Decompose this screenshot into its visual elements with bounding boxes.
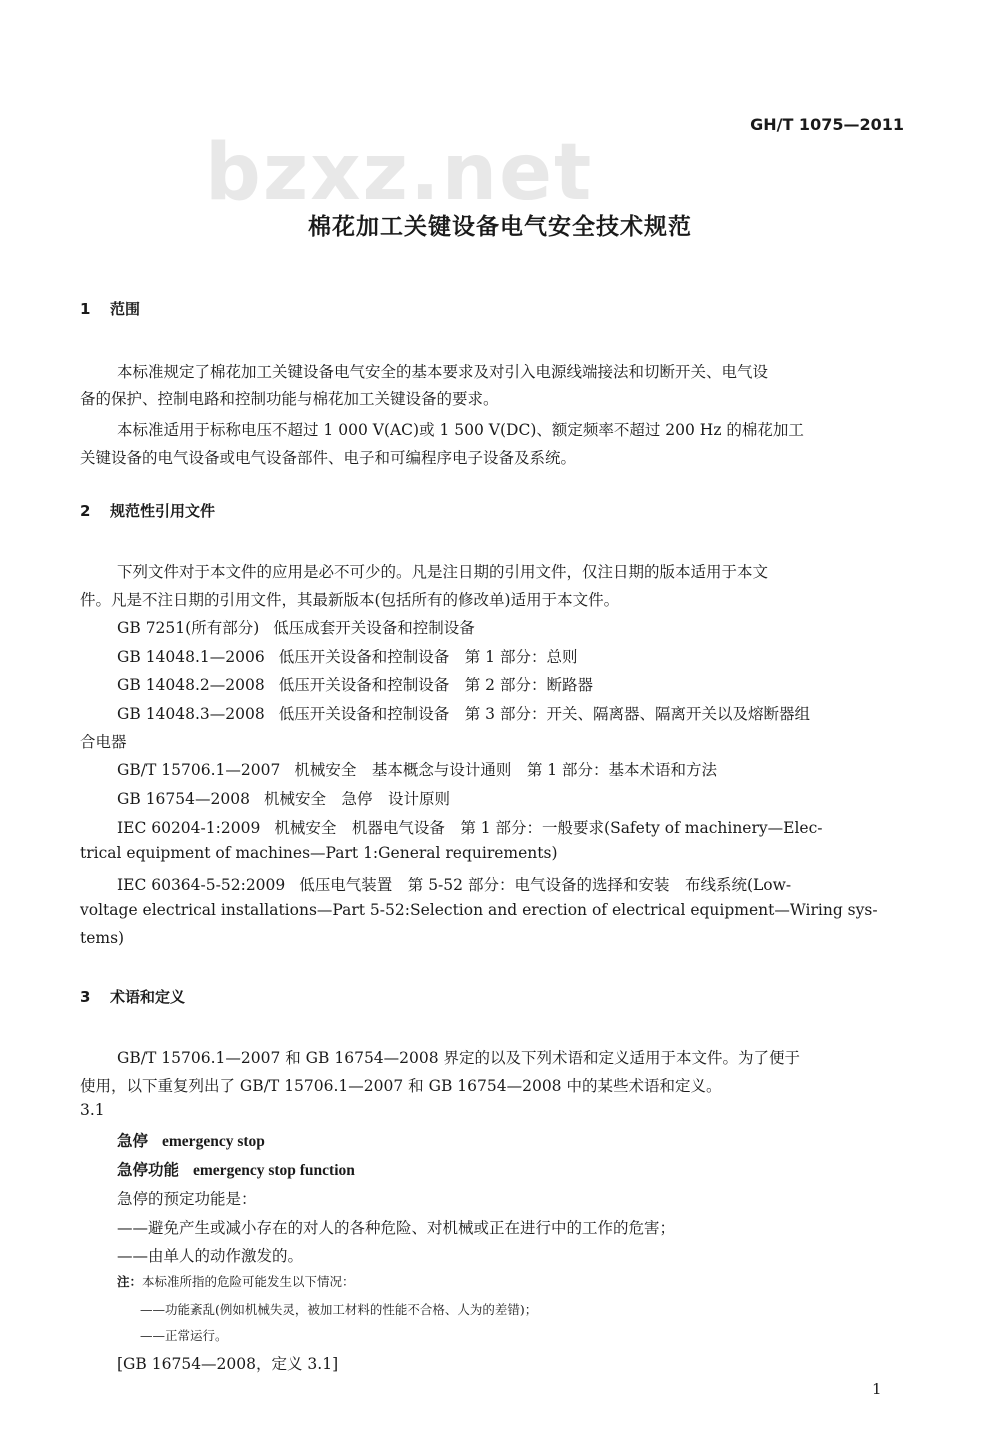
note [117, 1272, 355, 1290]
note-label: 注： [117, 1274, 143, 1289]
section-title: 规范性引用文件 [110, 502, 216, 520]
reference-code: GB 14048.1—2006 [117, 648, 265, 666]
watermark: bzxz.net [205, 128, 594, 218]
term-chinese: 急停 [117, 1131, 149, 1150]
term-english: emergency stop [162, 1133, 265, 1150]
section-3-heading [80, 986, 185, 1007]
reference-code: GB 16754—2008 [117, 790, 250, 808]
reference-title: 低压开关设备和控制设备 第 1 部分：总则 [278, 648, 578, 666]
section-title: 术语和定义 [110, 988, 186, 1006]
definition-item: ——避免产生或减小存在的对人的各种危险、对机械或正在进行中的工作的危害； [117, 1219, 676, 1237]
reference-item [117, 787, 450, 809]
term-chinese: 急停功能 [117, 1160, 180, 1179]
section-number: 1 [80, 300, 91, 318]
reference-title: 机械安全 基本概念与设计通则 第 1 部分：基本术语和方法 [294, 761, 718, 779]
paragraph-line: 本标准适用于标称电压不超过 1 000 V(AC)或 1 500 V(DC)、额定频率不超过 200 Hz 的棉花加工 [117, 421, 804, 439]
definition-item: ——由单人的动作激发的。 [117, 1247, 304, 1265]
reference-item [117, 816, 823, 838]
paragraph-line: 关键设备的电气设备或电气设备部件、电子和可编程序电子设备及系统。 [80, 449, 577, 467]
paragraph-line: 备的保护、控制电路和控制功能与棉花加工关键设备的要求。 [80, 390, 499, 408]
note-text: 本标准所指的危险可能发生以下情况： [142, 1274, 355, 1289]
reference-item [117, 616, 475, 638]
reference-item [117, 645, 577, 667]
definition-source: [GB 16754—2008，定义 3.1] [117, 1355, 339, 1373]
standard-number: GH/T 1075—2011 [750, 115, 904, 134]
reference-title: 机械安全 急停 设计原则 [263, 790, 450, 808]
reference-item [117, 673, 593, 695]
paragraph-line: 使用，以下重复列出了 GB/T 15706.1—2007 和 GB 16754—2008 中的某些术语和定义。 [80, 1077, 722, 1095]
reference-code: GB 14048.3—2008 [117, 705, 265, 723]
note-item: ——功能紊乱(例如机械失灵，被加工材料的性能不合格、人为的差错)； [140, 1302, 538, 1317]
paragraph-line: GB/T 15706.1—2007 和 GB 16754—2008 界定的以及下列术语和定义适用于本文件。为了便于 [117, 1049, 801, 1067]
reference-item [117, 758, 717, 780]
paragraph-line: 本标准规定了棉花加工关键设备电气安全的基本要求及对引入电源线端接法和切断开关、电气设 [117, 363, 769, 381]
reference-continuation: trical equipment of machines—Part 1:General requirements) [80, 844, 558, 862]
document-title: 棉花加工关键设备电气安全技术规范 [308, 214, 692, 240]
reference-title: 低压电气装置 第 5-52 部分：电气设备的选择和安装 布线系统(Low- [299, 876, 792, 894]
reference-code: GB 14048.2—2008 [117, 676, 265, 694]
reference-code: GB 7251(所有部分) [117, 619, 260, 637]
reference-title: 机械安全 机器电气设备 第 1 部分：一般要求(Safety of machinery—Elec- [274, 819, 823, 837]
section-2-heading [80, 500, 215, 521]
reference-title: 低压成套开关设备和控制设备 [273, 619, 475, 637]
term-entry [117, 1158, 355, 1180]
reference-code: IEC 60364-5-52:2009 [117, 876, 286, 894]
section-number: 3 [80, 988, 91, 1006]
page-number: 1 [872, 1380, 882, 1398]
reference-continuation: tems) [80, 929, 125, 947]
reference-code: IEC 60204-1:2009 [117, 819, 261, 837]
section-1-heading [80, 298, 140, 319]
section-number: 2 [80, 502, 91, 520]
reference-continuation: 合电器 [80, 733, 127, 751]
paragraph-line: 件。凡是不注日期的引用文件，其最新版本(包括所有的修改单)适用于本文件。 [80, 591, 620, 609]
reference-item [117, 702, 810, 724]
reference-item [117, 873, 791, 895]
term-entry [117, 1129, 265, 1151]
reference-title: 低压开关设备和控制设备 第 3 部分：开关、隔离器、隔离开关以及熔断器组 [278, 705, 810, 723]
definition-text: 急停的预定功能是： [117, 1190, 257, 1208]
note-item: ——正常运行。 [140, 1328, 228, 1343]
section-title: 范围 [110, 300, 141, 318]
reference-title: 低压开关设备和控制设备 第 2 部分：断路器 [278, 676, 593, 694]
paragraph-line: 下列文件对于本文件的应用是必不可少的。凡是注日期的引用文件，仅注日期的版本适用于本文 [117, 563, 769, 581]
subsection-number: 3.1 [80, 1101, 105, 1119]
term-english: emergency stop function [193, 1162, 355, 1179]
reference-continuation: voltage electrical installations—Part 5-52:Selection and erection of electrical equipment—Wiring sys- [80, 901, 878, 919]
reference-code: GB/T 15706.1—2007 [117, 761, 281, 779]
